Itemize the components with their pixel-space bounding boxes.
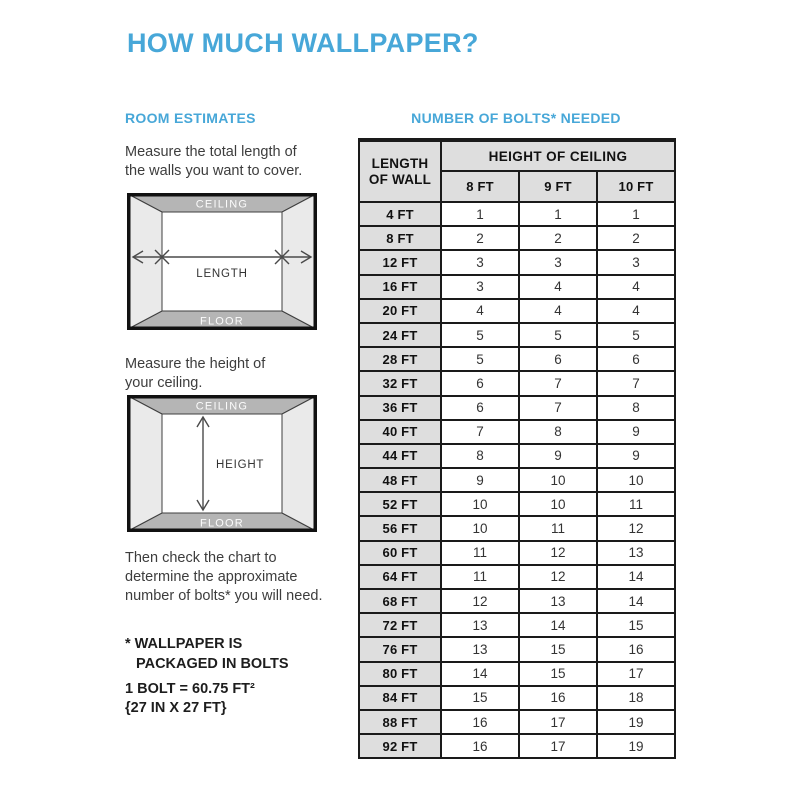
bolt-count-cell: 13 [441,613,519,637]
wall-length-cell: 68 FT [359,589,441,613]
column-header-10ft: 10 FT [597,171,675,202]
length-of-wall-header [359,140,441,202]
bolt-count-cell: 11 [441,565,519,589]
bolt-count-cell: 2 [441,226,519,250]
step3-line1: Then check the chart to [125,550,277,566]
bolt-count-cell: 4 [597,275,675,299]
bolt-count-cell: 15 [597,613,675,637]
right-wall-face [282,396,316,531]
bolt-count-cell: 8 [519,420,597,444]
wall-length-cell: 16 FT [359,275,441,299]
wall-length-cell: 4 FT [359,202,441,226]
bolt-count-cell: 4 [519,275,597,299]
step1-line2: the walls you want to cover. [125,163,303,179]
table-row [359,250,675,274]
bolt-count-cell: 13 [597,541,675,565]
footnote-line2: PACKAGED IN BOLTS [136,656,289,672]
table-row [359,710,675,734]
bolt-count-cell: 15 [441,686,519,710]
bolt-count-cell: 9 [597,444,675,468]
bolt-count-cell: 14 [441,662,519,686]
bolt-note-line2: {27 IN X 27 FT} [125,700,227,716]
wall-length-cell: 8 FT [359,226,441,250]
table-row [359,420,675,444]
wall-length-cell: 20 FT [359,299,441,323]
bolt-count-cell: 14 [597,589,675,613]
bolt-count-cell: 7 [597,371,675,395]
wall-length-cell: 44 FT [359,444,441,468]
bolts-table-body [359,202,675,758]
bolt-count-cell: 10 [441,516,519,540]
bolt-count-cell: 7 [519,396,597,420]
bolt-count-cell: 16 [597,637,675,661]
wall-length-cell: 80 FT [359,662,441,686]
footnote-line1: * WALLPAPER IS [125,636,243,652]
wall-length-cell: 36 FT [359,396,441,420]
bolt-count-cell: 16 [441,710,519,734]
bolt-count-cell: 3 [441,250,519,274]
bolt-count-cell: 7 [519,371,597,395]
table-row [359,323,675,347]
length-of-wall-line2: OF WALL [368,171,432,187]
left-wall-face [128,396,162,531]
bolt-count-cell: 15 [519,637,597,661]
step3-line2: determine the approximate [125,569,298,585]
bolt-count-cell: 16 [519,686,597,710]
bolt-note-line1: 1 BOLT = 60.75 FT² [125,681,255,697]
table-row [359,275,675,299]
bolt-count-cell: 12 [519,541,597,565]
table-row [359,396,675,420]
bolt-count-cell: 2 [597,226,675,250]
bolt-count-cell: 6 [441,396,519,420]
bolt-size-note [125,680,255,718]
bolt-count-cell: 14 [519,613,597,637]
wall-length-cell: 40 FT [359,420,441,444]
bolt-count-cell: 14 [597,565,675,589]
table-row [359,202,675,226]
table-row [359,589,675,613]
bolt-count-cell: 16 [441,734,519,758]
bolt-count-cell: 19 [597,710,675,734]
bolt-count-cell: 1 [441,202,519,226]
bolt-count-cell: 17 [519,734,597,758]
bolt-count-cell: 11 [597,492,675,516]
step1-line1: Measure the total length of [125,144,297,160]
step3-line3: number of bolts* you will need. [125,588,323,604]
bolt-count-cell: 10 [519,468,597,492]
bolt-count-cell: 10 [441,492,519,516]
bolt-count-cell: 6 [441,371,519,395]
bolt-count-cell: 6 [597,347,675,371]
table-row [359,516,675,540]
bolt-count-cell: 5 [441,347,519,371]
floor-label: FLOOR [200,315,244,328]
bolt-count-cell: 8 [597,396,675,420]
table-row [359,347,675,371]
table-row [359,686,675,710]
wall-length-cell: 56 FT [359,516,441,540]
bolt-count-cell: 13 [519,589,597,613]
bolt-count-cell: 1 [519,202,597,226]
column-header-9ft: 9 FT [519,171,597,202]
height-of-ceiling-header: HEIGHT OF CEILING [441,140,675,171]
length-of-wall-line1: LENGTH [371,155,429,171]
table-row [359,371,675,395]
bolt-count-cell: 15 [519,662,597,686]
column-header-8ft: 8 FT [441,171,519,202]
table-header-row [359,140,675,171]
wall-length-cell: 60 FT [359,541,441,565]
bolt-count-cell: 5 [519,323,597,347]
bolt-count-cell: 7 [441,420,519,444]
table-row [359,637,675,661]
wall-length-cell: 64 FT [359,565,441,589]
wallpaper-footnote [125,634,289,674]
bolt-count-cell: 4 [519,299,597,323]
height-label: HEIGHT [216,459,265,471]
bolt-count-cell: 9 [519,444,597,468]
bolt-count-cell: 8 [441,444,519,468]
wall-length-cell: 84 FT [359,686,441,710]
bolt-count-cell: 1 [597,202,675,226]
bolt-count-cell: 11 [441,541,519,565]
room-estimates-heading: ROOM ESTIMATES [125,110,256,126]
bolt-count-cell: 12 [597,516,675,540]
bolt-count-cell: 9 [441,468,519,492]
bolt-count-cell: 10 [519,492,597,516]
table-row [359,299,675,323]
bolt-count-cell: 13 [441,637,519,661]
bolt-count-cell: 2 [519,226,597,250]
table-row [359,613,675,637]
bolt-count-cell: 4 [441,299,519,323]
bolt-count-cell: 5 [441,323,519,347]
bolt-count-cell: 6 [519,347,597,371]
bolt-count-cell: 17 [519,710,597,734]
floor-label: FLOOR [200,517,244,530]
back-wall-face [162,212,282,311]
room-length-diagram [127,193,317,330]
wall-length-cell: 28 FT [359,347,441,371]
ceiling-label: CEILING [195,198,249,211]
room-height-diagram [127,395,317,532]
bolts-table [358,138,676,759]
wall-length-cell: 12 FT [359,250,441,274]
step2-text [125,355,265,393]
bolt-count-cell: 17 [597,662,675,686]
bolt-count-cell: 12 [519,565,597,589]
step1-text [125,143,302,181]
wall-length-cell: 24 FT [359,323,441,347]
bolt-count-cell: 3 [441,275,519,299]
table-row [359,444,675,468]
bolt-count-cell: 5 [597,323,675,347]
table-row [359,492,675,516]
table-row [359,565,675,589]
wall-length-cell: 92 FT [359,734,441,758]
bolt-count-cell: 18 [597,686,675,710]
bolt-count-cell: 19 [597,734,675,758]
wall-length-cell: 88 FT [359,710,441,734]
bolt-count-cell: 3 [519,250,597,274]
bolt-count-cell: 12 [441,589,519,613]
wall-length-cell: 76 FT [359,637,441,661]
table-row [359,541,675,565]
bolt-count-cell: 3 [597,250,675,274]
wall-length-cell: 52 FT [359,492,441,516]
step2-line1: Measure the height of [125,356,266,372]
wall-length-cell: 32 FT [359,371,441,395]
bolt-count-cell: 4 [597,299,675,323]
ceiling-label: CEILING [195,400,249,413]
bolt-count-cell: 10 [597,468,675,492]
length-label: LENGTH [196,268,248,280]
table-row [359,662,675,686]
step3-text [125,549,322,606]
wall-length-cell: 48 FT [359,468,441,492]
wall-length-cell: 72 FT [359,613,441,637]
step2-line2: your ceiling. [125,375,203,391]
bolt-count-cell: 9 [597,420,675,444]
bolt-count-cell: 11 [519,516,597,540]
bolts-needed-heading: NUMBER OF BOLTS* NEEDED [411,110,621,126]
table-row [359,226,675,250]
table-row [359,734,675,758]
table-row [359,468,675,492]
page-title: HOW MUCH WALLPAPER? [127,28,479,58]
